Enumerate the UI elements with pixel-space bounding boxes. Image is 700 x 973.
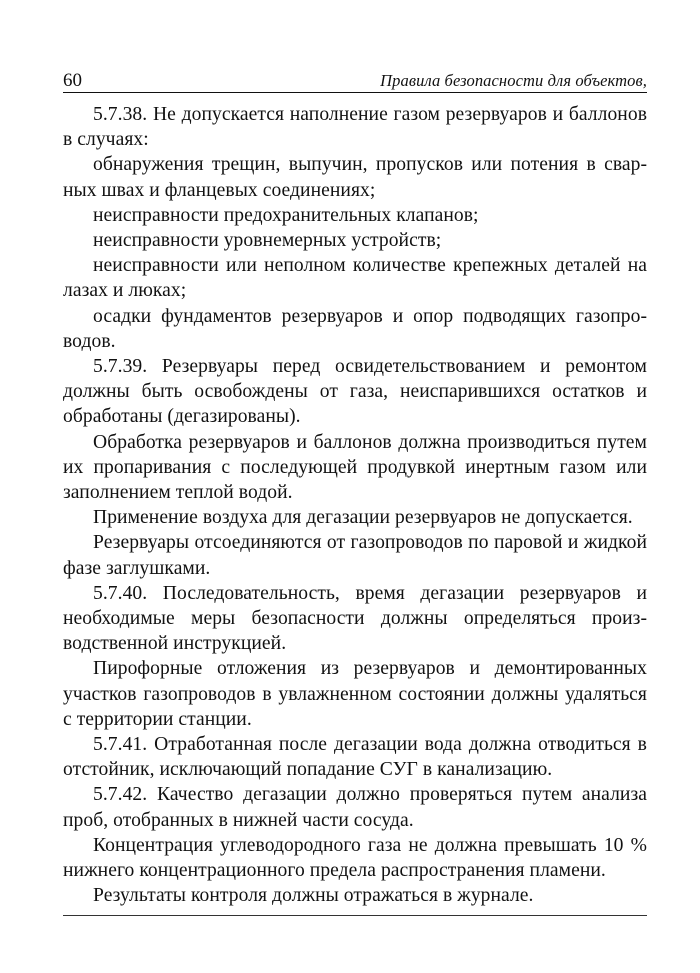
page-number: 60 — [63, 70, 82, 91]
paragraph: неисправности предохранительных клапанов; — [93, 204, 479, 226]
running-title: Правила безопасности для объектов, — [380, 71, 647, 90]
paragraph: осадки фундаментов резервуаров и опор подводящих газопроводов. — [63, 305, 647, 352]
document-page — [63, 62, 647, 909]
paragraph: неисправности или неполном количестве крепежных деталей на лазах и люках; — [63, 255, 647, 302]
paragraph: Резервуары отсоединяются от газопроводов по паровой и жидкой фазе заглушками. — [63, 532, 647, 579]
paragraph: 5.7.40. Последовательность, время дегазации резервуаров и необходимые меры безопасности должны определяться производственной инструкцией. — [63, 582, 647, 655]
paragraph: 5.7.38. Не допускается наполнение газом резервуаров и баллонов в случаях: — [63, 104, 647, 151]
paragraph: Применение воздуха для дегазации резервуаров не допускается. — [93, 507, 633, 529]
paragraph: 5.7.39. Резервуары перед освидетельствованием и ремонтом должны быть освобождены от газа, неиспарившихся остатков и обработаны (дегазированы). — [63, 356, 647, 428]
footer-rule — [63, 915, 647, 916]
page-header — [63, 62, 647, 93]
paragraph: 5.7.42. Качество дегазации должно проверяться путем анализа проб, отобранных в нижней части сосуда. — [63, 784, 647, 831]
paragraph: неисправности уровнемерных устройств; — [93, 230, 442, 252]
paragraph: Результаты контроля должны отражаться в журнале. — [93, 885, 534, 907]
paragraph: Пирофорные отложения из резервуаров и демонтированных участков газопроводов в увлажненном состоянии должны удаляться с территории станции. — [63, 658, 647, 730]
paragraph: Обработка резервуаров и баллонов должна производиться путем их пропаривания с последующей продувкой инертным газом или заполнением теплой водой. — [63, 431, 647, 504]
paragraph: Концентрация углеводородного газа не должна превышать 10 % нижнего концентрационного предела распространения пламени. — [63, 834, 647, 882]
body-text — [63, 102, 647, 909]
paragraph: обнаружения трещин, выпучин, пропусков или потения в сварных швах и фланцевых соединениях; — [63, 154, 647, 201]
paragraph: 5.7.41. Отработанная после дегазации вода должна отводиться в отстойник, исключающий попадание СУГ в канализацию. — [63, 734, 647, 781]
